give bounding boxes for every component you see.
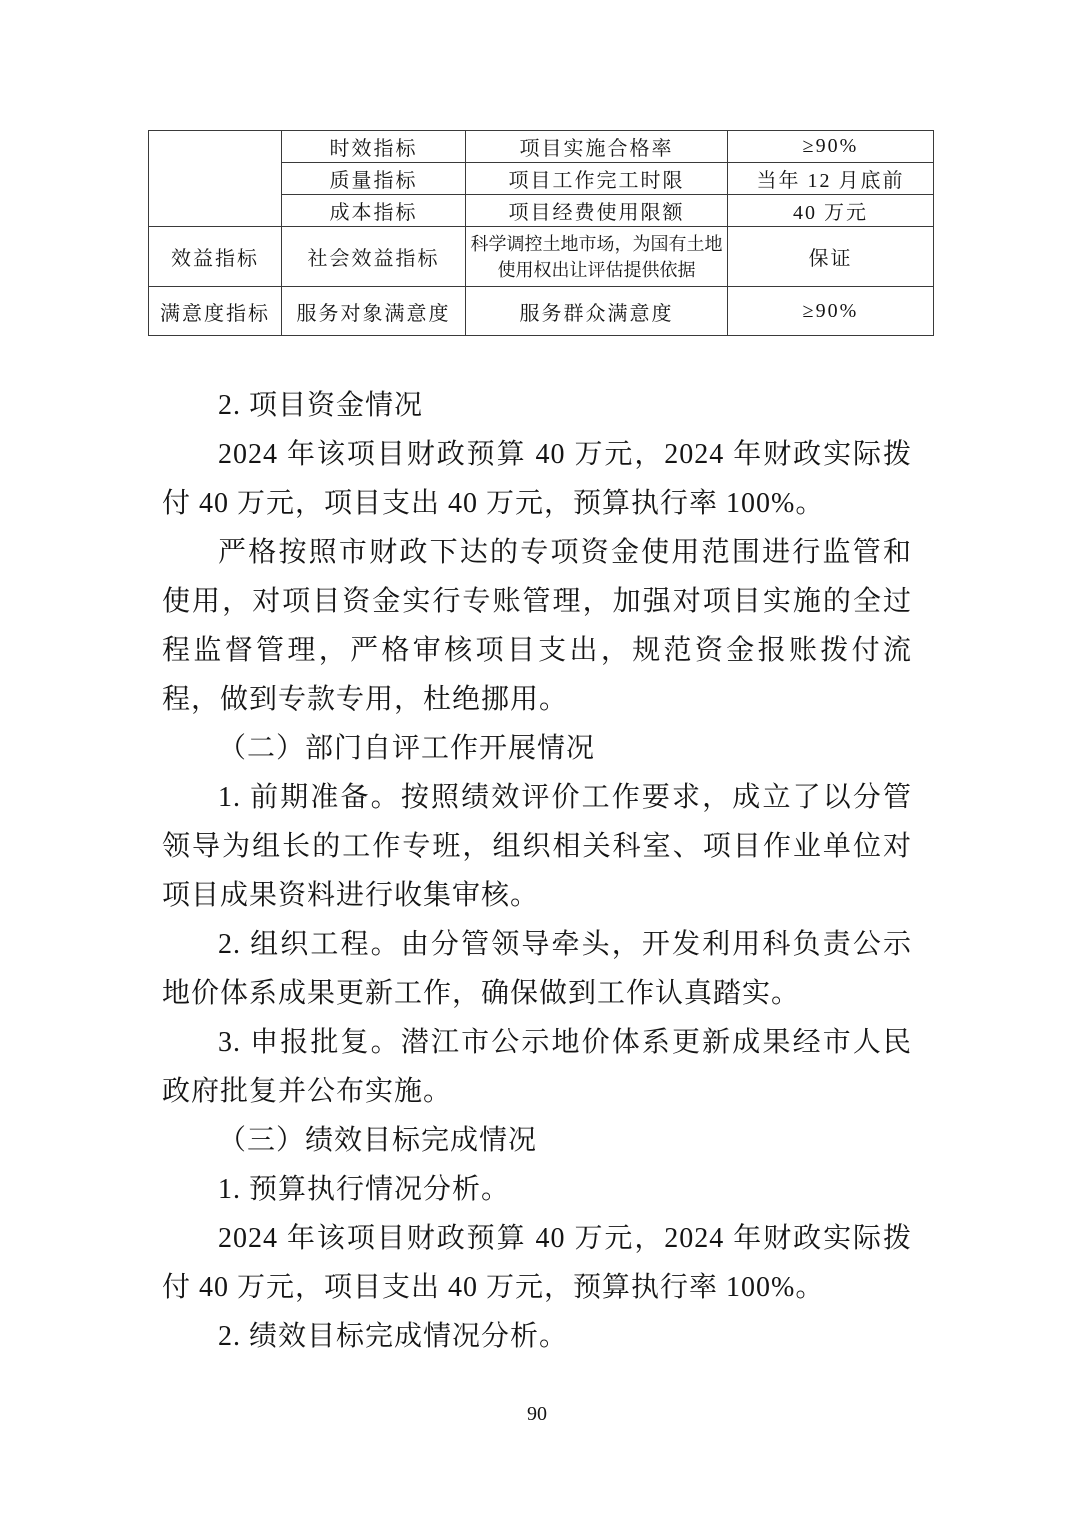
para-preparation: 1. 前期准备。按照绩效评价工作要求，成立了以分管领导为组长的工作专班，组织相关科室、项目作业单位对项目成果资料进行收集审核。 bbox=[162, 782, 912, 911]
cell-category: 满意度指标 bbox=[149, 287, 282, 336]
heading-project-funds: 2. 项目资金情况 bbox=[218, 390, 424, 421]
cell-sub-indicator: 项目实施合格率 bbox=[466, 131, 728, 163]
performance-indicator-table bbox=[148, 130, 934, 336]
document-body bbox=[162, 381, 912, 1361]
cell-sub-indicator: 项目工作完工时限 bbox=[466, 163, 728, 195]
cell-target: 当年 12 月底前 bbox=[728, 163, 934, 195]
para-funds-detail: 2024 年该项目财政预算 40 万元，2024 年财政实际拨付 40 万元，项目支出 40 万元，预算执行率 100%。 bbox=[162, 439, 912, 519]
para-organization: 2. 组织工程。由分管领导牵头，开发利用科负责公示地价体系成果更新工作，确保做到工作认真踏实。 bbox=[162, 929, 912, 1009]
cell-sub-indicator: 服务群众满意度 bbox=[466, 287, 728, 336]
para-funds-supervision: 严格按照市财政下达的专项资金使用范围进行监管和使用，对项目资金实行专账管理，加强对项目实施的全过程监督管理，严格审核项目支出，规范资金报账拨付流程，做到专款专用，杜绝挪用。 bbox=[162, 537, 912, 715]
cell-indicator: 成本指标 bbox=[282, 195, 466, 227]
heading-section-goal-completion: （三）绩效目标完成情况 bbox=[218, 1125, 538, 1156]
table-row-timeliness bbox=[149, 131, 934, 163]
heading-section-self-evaluation: （二）部门自评工作开展情况 bbox=[218, 733, 596, 764]
para-approval: 3. 申报批复。潜江市公示地价体系更新成果经市人民政府批复并公布实施。 bbox=[162, 1027, 912, 1107]
cell-target: 保证 bbox=[728, 227, 934, 287]
heading-budget-analysis: 1. 预算执行情况分析。 bbox=[218, 1174, 511, 1205]
para-budget-detail: 2024 年该项目财政预算 40 万元，2024 年财政实际拨付 40 万元，项目支出 40 万元，预算执行率 100%。 bbox=[162, 1223, 912, 1303]
cell-category-merged-empty bbox=[149, 131, 282, 227]
cell-indicator: 社会效益指标 bbox=[282, 227, 466, 287]
cell-target: ≥90% bbox=[728, 287, 934, 336]
table-row-satisfaction bbox=[149, 287, 934, 336]
cell-indicator: 时效指标 bbox=[282, 131, 466, 163]
cell-indicator: 服务对象满意度 bbox=[282, 287, 466, 336]
cell-sub-indicator: 项目经费使用限额 bbox=[466, 195, 728, 227]
cell-target: 40 万元 bbox=[728, 195, 934, 227]
page-number: 90 bbox=[527, 1403, 547, 1425]
cell-sub-indicator: 科学调控土地市场，为国有土地使用权出让评估提供依据 bbox=[466, 227, 728, 287]
cell-target: ≥90% bbox=[728, 131, 934, 163]
cell-category: 效益指标 bbox=[149, 227, 282, 287]
table-row-benefit bbox=[149, 227, 934, 287]
heading-goal-analysis: 2. 绩效目标完成情况分析。 bbox=[218, 1321, 569, 1352]
cell-indicator: 质量指标 bbox=[282, 163, 466, 195]
